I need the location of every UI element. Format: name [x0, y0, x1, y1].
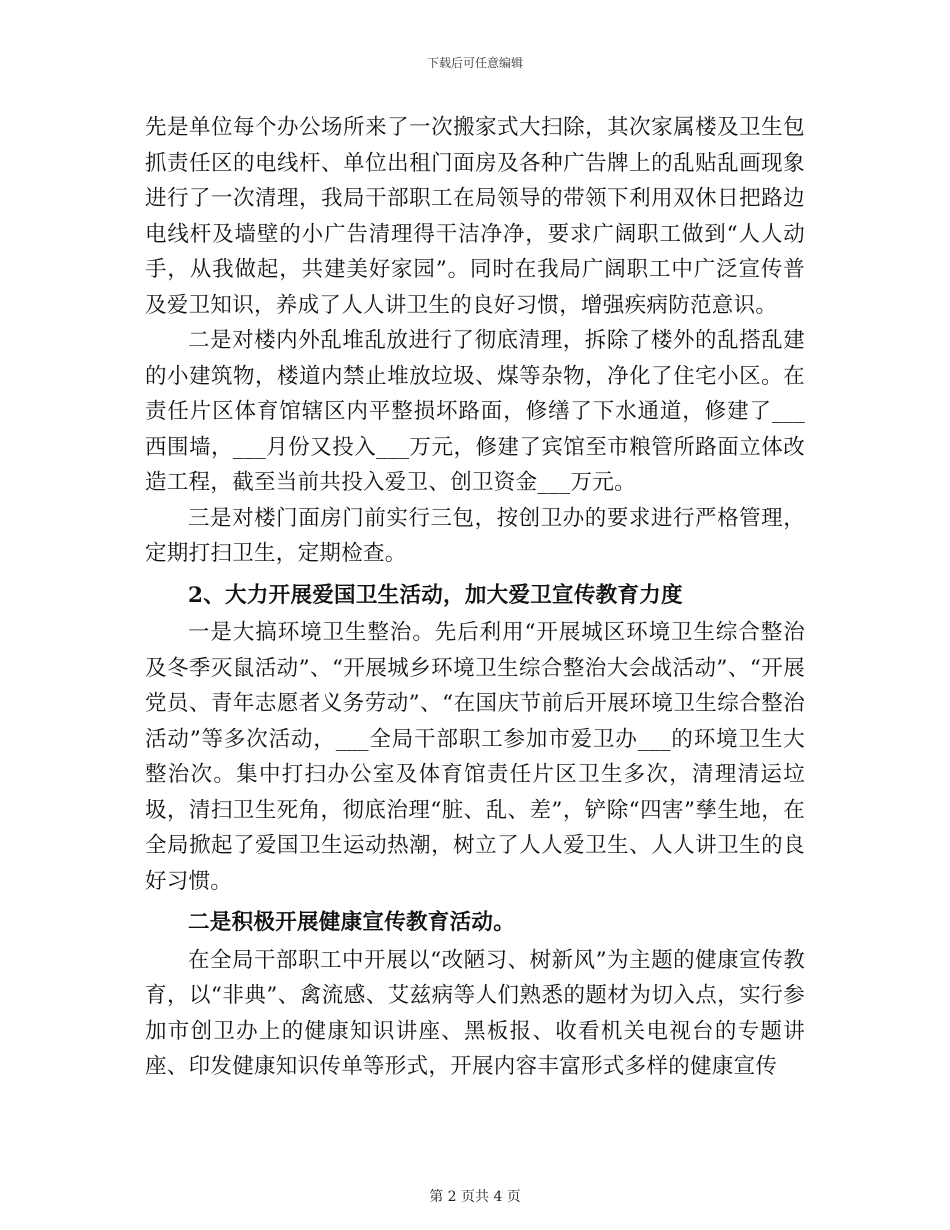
page-header: 下载后可任意编辑 [426, 56, 523, 70]
paragraph-3: 三是对楼门面房门前实行三包，按创卫办的要求进行严格管理，定期打扫卫生，定期检查。 [145, 505, 805, 566]
paragraph-5: 在全局干部职工中开展以“改陋习、树新风”为主题的健康宣传教育，以“非典”、禽流感、艾兹病等人们熟悉的题材为切入点，实行参加市创卫办上的健康知识讲座、黑板报、收看机关电视台的专题讲座、印发健康知识传单等形式，开展内容丰富形式多样的健康宣传 [145, 947, 805, 1079]
section-heading-2: 2、大力开展爱国卫生活动，加大爱卫宣传教育力度 [188, 582, 683, 608]
document-body [145, 110, 805, 1085]
page-footer: 第 2 页共 4 页 [429, 1189, 521, 1205]
paragraph-1: 先是单位每个办公场所来了一次搬家式大扫除，其次家属楼及卫生包抓责任区的电线杆、单位出租门面房及各种广告牌上的乱贴乱画现象进行了一次清理，我局干部职工在局领导的带领下利用双休日把路边电线杆及墙壁的小广告清理得干洁净净，要求广阔职工做到“人人动手，从我做起，共建美好家园”。同时在我局广阔职工中广泛宣传普及爱卫知识，养成了人人讲卫生的良好习惯，增强疾病防范意识。 [145, 115, 805, 318]
paragraph-2: 二是对楼内外乱堆乱放进行了彻底清理，拆除了楼外的乱搭乱建的小建筑物，楼道内禁止堆放垃圾、煤等杂物，净化了住宅小区。在责任片区体育馆辖区内平整损坏路面，修缮了下水通道，修建了___西围墙，___月份又投入___万元，修建了宾馆至市粮管所路面立体改造工程，截至当前共投入爱卫、创卫资金___万元。 [145, 328, 805, 495]
subheading-health-education: 二是积极开展健康宣传教育活动。 [188, 910, 516, 935]
paragraph-4: 一是大搞环境卫生整治。先后利用“开展城区环境卫生综合整治及冬季灭鼠活动”、“开展城乡环境卫生综合整治大会战活动”、“开展党员、青年志愿者义务劳动”、“在国庆节前后开展环境卫生综合整治活动”等多次活动，___全局干部职工参加市爱卫办___的环境卫生大整治次。集中打扫办公室及体育馆责任片区卫生多次，清理清运垃圾，清扫卫生死角，彻底治理“脏、乱、差”，铲除“四害”孳生地，在全局掀起了爱国卫生运动热潮，树立了人人爱卫生、人人讲卫生的良好习惯。 [145, 620, 805, 894]
